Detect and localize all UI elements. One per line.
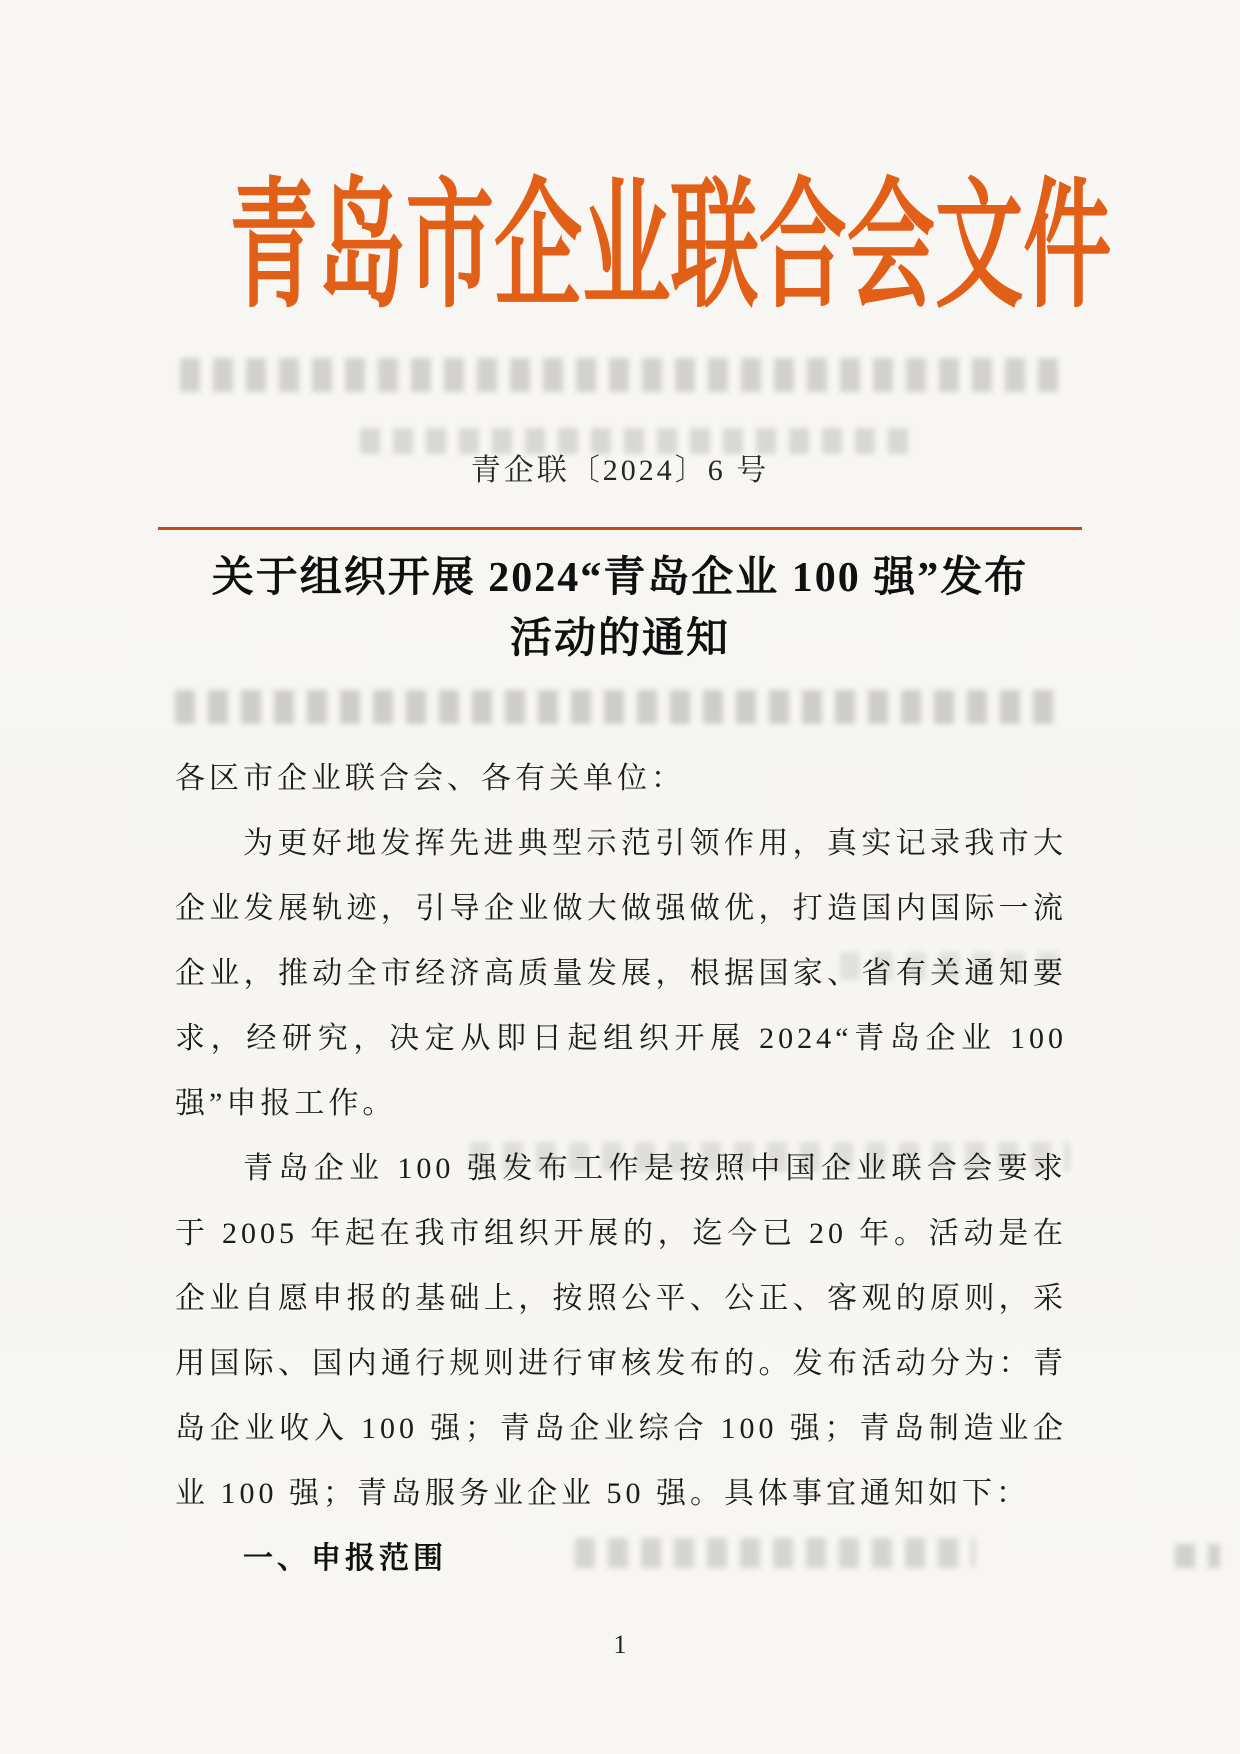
page-number: 1 [613,1630,627,1659]
salutation: 各区市企业联合会、各有关单位： [175,762,685,795]
bleed-through-artifact [175,690,1055,724]
document-body [175,746,1067,1591]
document-title [90,548,1150,670]
bleed-through-artifact [1175,1544,1220,1568]
bleed-through-artifact [360,428,920,454]
letterhead-divider-line [158,527,1082,530]
document-number: 青企联〔2024〕6 号 [470,454,770,487]
document-title-line2: 活动的通知 [509,616,730,662]
body-paragraph: 青岛企业 100 强发布工作是按照中国企业联合会要求于 2005 年起在我市组织开展的，迄今已 20 年。活动是在企业自愿申报的基础上，按照公平、公正、客观的原则，采用国际、国内通行规则进行审核发布的。发布活动分为：青岛企业收入 100 强；青岛企业综合 100 强；青岛制造业企业 100 强；青岛服务业企业 50 强。具体事宜通知如下： [175,1152,1067,1510]
document-title-line1: 关于组织开展 2024“青岛企业 100 强”发布 [211,555,1029,601]
section-heading-application-scope: 一、申报范围 [243,1542,447,1575]
letterhead-banner: 青岛市企业联合会文件 [229,167,1112,324]
bleed-through-artifact [180,358,1060,392]
body-paragraph: 为更好地发挥先进典型示范引领作用，真实记录我市大企业发展轨迹，引导企业做大做强做优，打造国内国际一流企业，推动全市经济高质量发展，根据国家、省有关通知要求，经研究，决定从即日起组织开展 2024“青岛企业 100 强”申报工作。 [175,827,1067,1120]
